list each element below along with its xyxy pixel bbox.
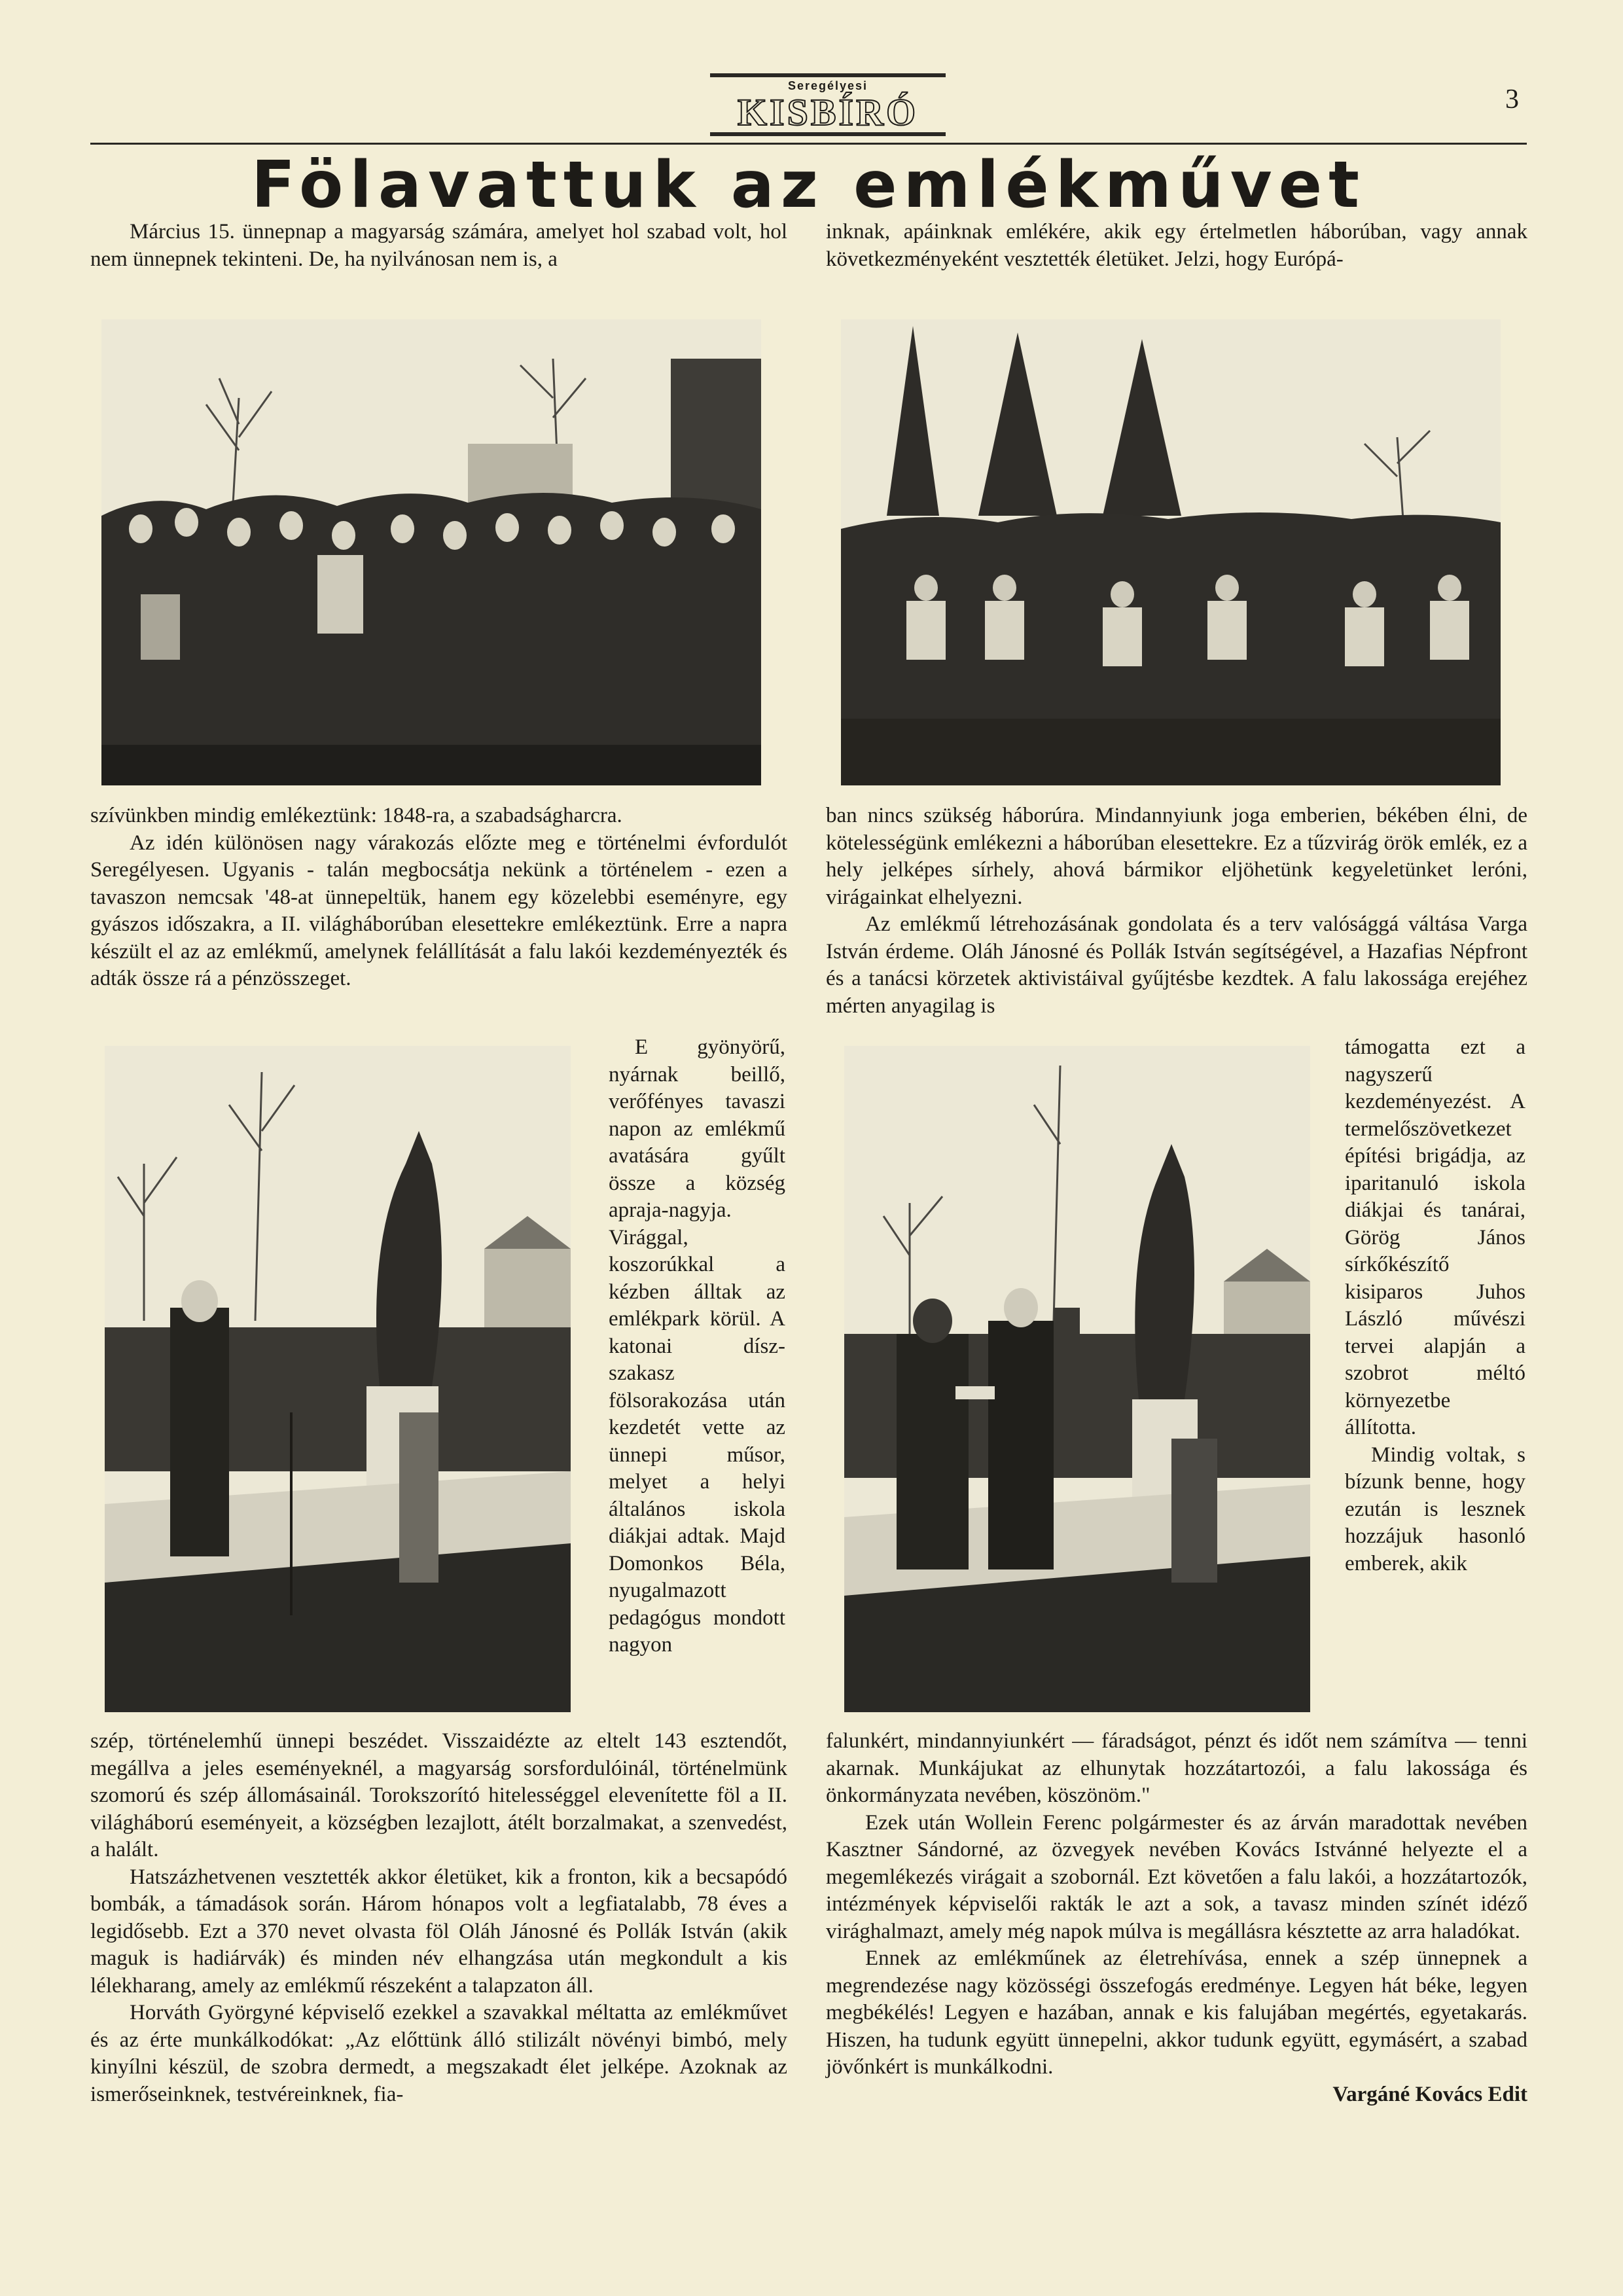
- right-paragraph-4: Ezek után Wollein Ferenc polgármester és az árván maradottak nevében Kasztner Sándorné, az özvegyek nevében Kovács Istvánné helyezte el a megemlékezés virágait a szobornál. Ezt követően a falu lakói, a hozzátartozók, intézmények képviselői rakták le azt a sok, a tavasz minden színét idéző virághalmazt, amely még napok múlva is megállásra késztette az arra haladókat.: [826, 1810, 1527, 1943]
- header-rule: [90, 143, 1527, 145]
- photo-crowd-standing: [101, 319, 761, 785]
- intro-left-paragraph: Március 15. ünnepnap a magyarság számára, amelyet hol szabad volt, hol nem ünnepnek tekinteni. De, ha nyilvánosan nem is, a: [90, 220, 787, 271]
- article-headline: Fölavattuk az emlékművet: [251, 148, 1366, 223]
- photo-crowd-seated: [841, 319, 1501, 785]
- right-paragraph-3: falunkért, mindannyiunkért — fáradságot, pénzt és időt nem számítva — tenni akarnak. Munkájukat az elhunytak hozzátartozói, a falu lakossága és önkormányzata nevében, köszönöm.": [826, 1729, 1527, 1807]
- intro-right-paragraph: inknak, apáinknak emlékére, akik egy értelmetlen háborúban, vagy annak következményeként vesztették életüket. Jelzi, hogy Európá-: [826, 220, 1527, 271]
- left-paragraph-5: Horváth Györgyné képviselő ezekkel a szavakkal méltatta az emlékművet és az érte munkálkodókat: „Az előttünk álló stilizált növényi bimbó, mely kinyílni készül, de szobra dermedt, a megszakadt élet jelképe. Azoknak az ismerőseinknek, testvéreinknek, fia-: [90, 2001, 787, 2106]
- right-narrow-paragraph-2: Mindig voltak, s bízunk benne, hogy ezután is lesznek hozzájuk hasonló emberek, akik: [1345, 1443, 1525, 1575]
- photo-wreath-laying: [844, 1046, 1310, 1712]
- photo-speaker-at-monument: [105, 1046, 571, 1712]
- left-paragraph-4: Hatszázhetvenen vesztették akkor életüket, kik a fronton, kik a becsapódó bombák, a támadások során. Három hónapos volt a legfiatalabb, 78 éves a legidősebb. Ezt a 370 nevet olvasta föl Oláh Jánosné és Pollák István (akik maguk is hadiárvák) és minden név elhangzása után megkondult a kis lélekharang, amely az emlékmű részeként a talapzaton áll.: [90, 1865, 787, 1998]
- page-number: 3: [1505, 84, 1519, 115]
- masthead-title: KISBÍRÓ: [737, 91, 919, 134]
- masthead-subtitle: Seregélyesi: [787, 79, 868, 92]
- left-paragraph-1: szívünkben mindig emlékeztünk: 1848-ra, a szabadságharcra.: [90, 804, 622, 827]
- right-paragraph-1: ban nincs szükség háborúra. Mindannyiunk joga emberien, békében élni, de kötelességünk emlékezni a háborúban elesettekre. Ez a tűzvirág örök emlék, ez a hely jelképes sírhely, ahová bármikor eljöhetünk kegyeletünket leróni, virágainkat elhelyezni.: [826, 804, 1527, 909]
- right-paragraph-5: Ennek az emlékműnek az életrehívása, ennek a szép ünnepnek a megrendezése nagy közösségi összefogás eredménye. Legyen hát béke, legyen megbékélés! Legyen e hazában, annak e kis falujában megértés, egyetakarás. Hiszen, ha tudunk együtt ünnepelni, akkor tudunk együtt, egymásért, a szabad jövőnkért is munkálkodni.: [826, 1946, 1527, 2079]
- left-paragraph-3: szép, történelemhű ünnepi beszédet. Visszaidézte az eltelt 143 esztendőt, megállva a jeles eseményeknél, a magyarság sorsfordulóinál, történelmünk szomorú és szép állomásainál. Torokszorító hitelességgel elevenítette föl a II. világháború eseményeit, a községben lezajlott, átélt borzalmakat, a szenvedést, a halált.: [90, 1729, 787, 1861]
- right-narrow-paragraph: támogatta ezt a nagyszerű kezdeményezést. A termelőszövetkezet építési brigádja, az iparitanuló iskola diákjai és tanárai, Görög János sírkőkészítő kisiparos Juhos László művészi tervei alapján a szobrot méltó környezetbe állította.: [1345, 1035, 1525, 1439]
- left-narrow-paragraph: E gyönyörű, nyárnak beillő, verőfényes tavaszi napon az emlékmű avatására gyűlt össze a község apraja-nagyja. Virággal, koszorúkkal a kézben álltak az emlékpark körül. A katonai dísz-szakasz fölsorakozása után kezdetét vette az ünnepi műsor, melyet a helyi általános iskola diákjai adtak. Majd Domonkos Béla, nyugalmazott pedagógus mondott nagyon: [609, 1035, 785, 1657]
- masthead-logo: [710, 73, 946, 136]
- left-paragraph-2: Az idén különösen nagy várakozás előzte meg e történelmi évfordulót Seregélyesen. Ugyanis - talán megbocsátja nekünk a történelem - ezen a tavaszon nemcsak '48-at ünnepeltük, hanem egy közelebbi eseményre, egy gyászos időszakra, a II. világháborúban elesettekre emlékeztünk. Erre a napra készült el az az emlékmű, amelynek felállítását a falu lakói kezdeményezték és adták össze rá a pénzösszeget.: [90, 831, 787, 990]
- right-paragraph-2: Az emlékmű létrehozásának gondolata és a terv valósággá váltása Varga István érdeme. Oláh Jánosné és Pollák István segítségével, a Hazafias Népfront és a tanácsi körzetek aktivistáival gyűjtésbe kezdtek. A falu lakossága erejéhez mérten anyagilag is: [826, 912, 1527, 1018]
- article-author: Vargáné Kovács Edit: [1332, 2082, 1527, 2106]
